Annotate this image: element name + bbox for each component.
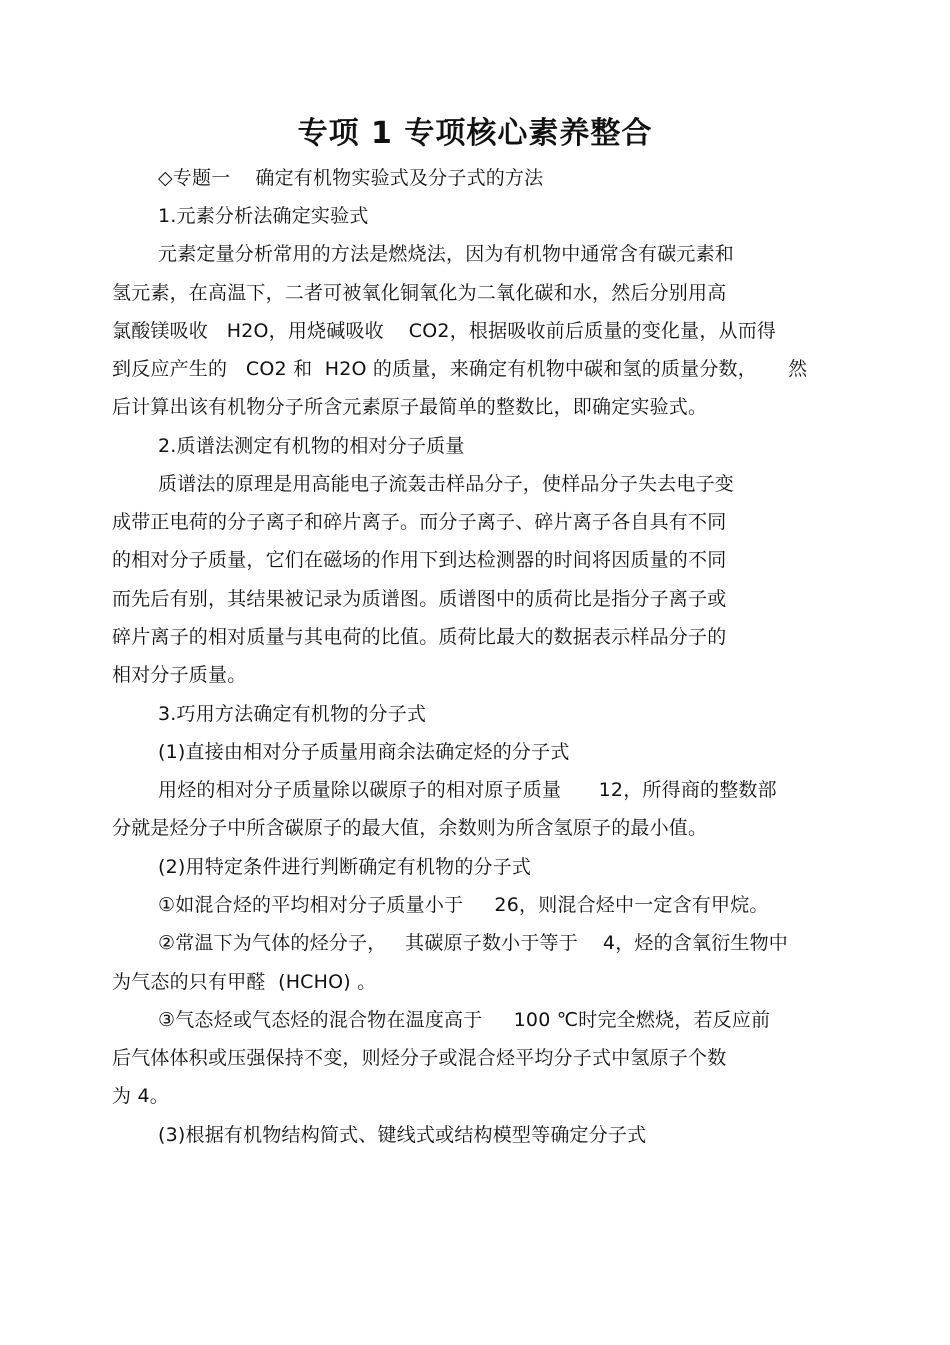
paragraph-line: 元素定量分析常用的方法是燃烧法，因为有机物中通常含有碳元素和 <box>158 243 735 265</box>
item-heading: (1)直接由相对分子质量用商余法确定烃的分子式 <box>158 741 570 763</box>
paragraph-line: 氢元素，在高温下，二者可被氧化铜氧化为二氧化碳和水，然后分别用高 <box>112 282 727 304</box>
paragraph-line: 用烃的相对分子质量除以碳原子的相对原子质量 12，所得商的整数部 <box>158 779 777 801</box>
paragraph-line: ②常温下为气体的烃分子， 其碳原子数小于等于 4，烃的含氧衍生物中 <box>158 932 789 954</box>
paragraph-line: 相对分子质量。 <box>112 664 247 686</box>
paragraph-line: 分就是烃分子中所含碳原子的最大值，余数则为所含氢原子的最小值。 <box>112 817 708 839</box>
paragraph-line: 后计算出该有机物分子所含元素原子最简单的整数比，即确定实验式。 <box>112 396 708 418</box>
paragraph-line: 质谱法的原理是用高能电子流轰击样品分子，使样品分子失去电子变 <box>158 473 735 495</box>
paragraph-line: 氯酸镁吸收 H2O，用烧碱吸收 CO2，根据吸收前后质量的变化量，从而得 <box>112 320 777 342</box>
paragraph-line: 为 4。 <box>112 1085 169 1107</box>
subsection-heading: 3.巧用方法确定有机物的分子式 <box>158 703 427 725</box>
paragraph-line: 为气态的只有甲醛 (HCHO) 。 <box>112 971 377 993</box>
paragraph-line: 成带正电荷的分子离子和碎片离子。而分子离子、碎片离子各自具有不同 <box>112 511 727 533</box>
subsection-heading: 1.元素分析法确定实验式 <box>158 205 369 227</box>
section-heading: ◇专题一 确定有机物实验式及分子式的方法 <box>158 167 544 189</box>
paragraph-line: 到反应产生的 CO2 和 H2O 的质量，来确定有机物中碳和氢的质量分数， 然 <box>112 358 808 380</box>
paragraph-line: 而先后有别，其结果被记录为质谱图。质谱图中的质荷比是指分子离子或 <box>112 588 727 610</box>
item-heading: (3)根据有机物结构简式、键线式或结构模型等确定分子式 <box>158 1124 647 1146</box>
paragraph-line: 后气体体积或压强保持不变，则烃分子或混合烃平均分子式中氢原子个数 <box>112 1047 727 1069</box>
paragraph-line: ③气态烃或气态烃的混合物在温度高于 100 ℃时完全燃烧，若反应前 <box>158 1009 771 1031</box>
paragraph-line: 的相对分子质量，它们在磁场的作用下到达检测器的时间将因质量的不同 <box>112 549 727 571</box>
subsection-heading: 2.质谱法测定有机物的相对分子质量 <box>158 435 465 457</box>
item-heading: (2)用特定条件进行判断确定有机物的分子式 <box>158 856 532 878</box>
paragraph-line: ①如混合烃的平均相对分子质量小于 26，则混合烃中一定含有甲烷。 <box>158 894 769 916</box>
page-title: 专项 1 专项核心素养整合 <box>297 116 653 151</box>
paragraph-line: 碎片离子的相对质量与其电荷的比值。质荷比最大的数据表示样品分子的 <box>112 626 727 648</box>
